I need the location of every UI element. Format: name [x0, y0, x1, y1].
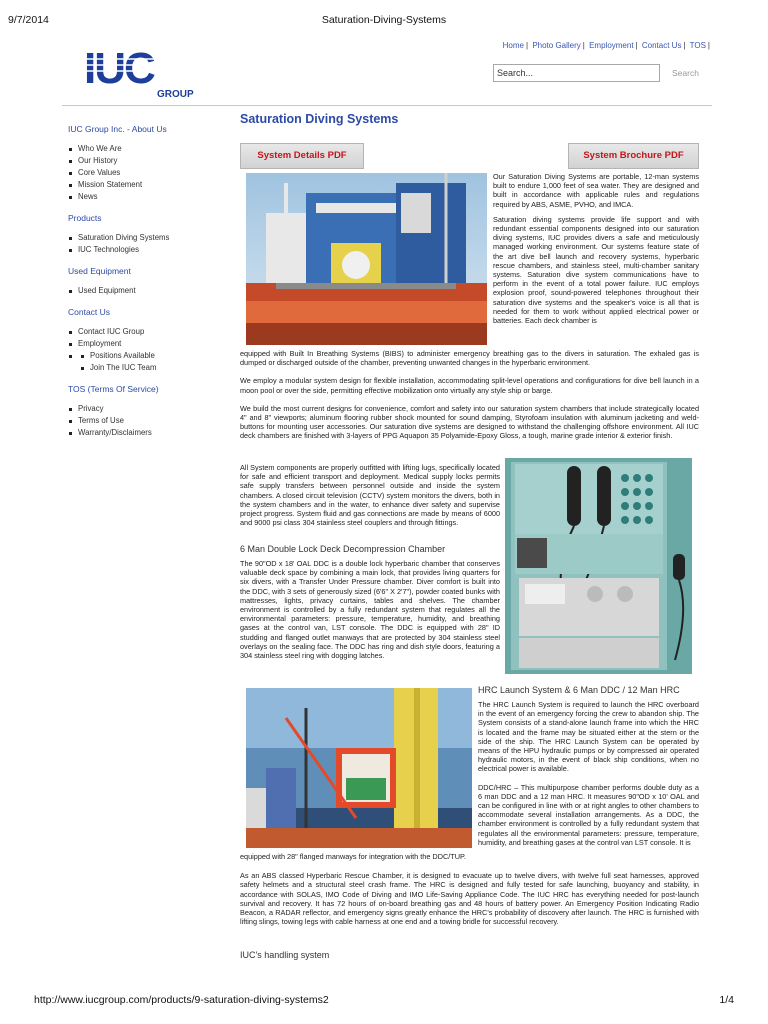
full-width-text-1	[240, 349, 699, 447]
page-number: 1/4	[719, 994, 734, 1006]
intro-paragraph-2-continued: equipped with Built In Breathing Systems (BIBS) to administer emergency breathing gas to the divers in saturation. The exhaled gas is dumped or discharged outside of the chamber, preventing unwanted changes in the hyperbaric environment.	[240, 349, 699, 368]
sidebar-item-privacy[interactable]: Privacy	[68, 403, 228, 415]
sidebar-item-used-equipment[interactable]: Used Equipment	[68, 285, 228, 297]
logo-graphic	[82, 43, 194, 100]
nav-photo-gallery[interactable]: Photo Gallery	[532, 41, 581, 50]
sidebar	[68, 124, 228, 449]
system-details-pdf-button[interactable]: System Details PDF	[240, 143, 364, 169]
nav-tos[interactable]: TOS	[689, 41, 706, 50]
intro-paragraph-2: Saturation diving systems provide life support and with redundant essential components designed into our saturation diving systems, IUC provides divers a safe and meticulously managed working environment. Our systems feature state of the art dive bell launch and recovery systems, hyperbaric rescue chambers, and stainless steel, multi-chamber sanitary systems. Saturation dive system communications have to perform in the event of a total power failure. IUC employs explosion proof, sound-powered telephones throughout their saturation dive systems and the speaker's voice is all that is needed for them to work without applied electrical power or batteries. Each deck chamber is	[493, 214, 699, 326]
full-width-text-2	[240, 852, 699, 932]
hrc-heading: HRC Launch System & 6 Man DDC / 12 Man HRC	[478, 685, 680, 695]
print-header	[0, 14, 768, 28]
ddc-heading: 6 Man Double Lock Deck Decompression Chamber	[240, 544, 446, 554]
sidebar-item-our-history[interactable]: Our History	[68, 155, 228, 167]
intro-paragraph-1: Our Saturation Diving Systems are portable, 12-man systems built to endure 1,000 feet of sea water. They are designed and built in accordance with applicable rules and regulations required by ABS, ASME, PVHO, and IMCA.	[493, 172, 699, 209]
system-brochure-pdf-button[interactable]: System Brochure PDF	[568, 143, 699, 169]
sidebar-item-saturation-diving-systems[interactable]: Saturation Diving Systems	[68, 232, 228, 244]
sidebar-item-employment[interactable]: Employment	[68, 338, 228, 350]
ddc-paragraph: The 90"OD x 18' OAL DDC is a double lock hyperbaric chamber that conserves valuable deck space by combining a main lock, that provides living quarters for six divers, with a Transfer Under Pressure chamber. Diver comfort is built into the DDC, with 3 sets of generously sized (6'6" X 2'7"), powder coated bunks with mattresses, lights, privacy curtains, tables and shelves. The chamber environment is controlled by a fully redundant system that regulates all the environmental parameters: pressure, temperature, humidity, and breathing gases at the control van, LST console. The DDC is equipped with 28" ID studding and flanged outlet manways that are protected by 304 stainless steel overlays on the sealing face. The DDC has ring and dish style doors, featuring a 304 stainless steel ring with dogging latches.	[240, 559, 500, 661]
handling-system-heading: IUC's handling system	[240, 950, 330, 960]
hrc-paragraph-2-continued: equipped with 28" flanged manways for integration with the DDC/TUP.	[240, 852, 466, 861]
sidebar-heading-products[interactable]: Products	[68, 213, 102, 223]
logo-tagline: GROUP	[157, 89, 194, 100]
vessel-dive-system-photo	[246, 173, 487, 345]
nav-contact-us[interactable]: Contact Us	[641, 41, 682, 50]
sidebar-item-contact-iuc-group[interactable]: Contact IUC Group	[68, 326, 228, 338]
nav-home[interactable]: Home	[502, 41, 524, 50]
sidebar-item-who-we-are[interactable]: Who We Are	[68, 143, 228, 155]
sidebar-item-core-values[interactable]: Core Values	[68, 167, 228, 179]
header-divider	[62, 105, 712, 106]
sidebar-heading-tos[interactable]: TOS (Terms Of Service)	[68, 384, 159, 394]
page-title: Saturation Diving Systems	[240, 112, 399, 126]
search-button[interactable]: Search	[672, 68, 699, 78]
intro-column-text	[493, 172, 699, 331]
sidebar-item-join-the-team[interactable]: Join The IUC Team	[80, 362, 228, 374]
control-console-photo	[505, 458, 692, 674]
sidebar-heading-used-equipment[interactable]: Used Equipment	[68, 266, 131, 276]
hrc-launch-system-photo	[246, 688, 472, 848]
print-title: Saturation-Diving-Systems	[321, 14, 447, 26]
sidebar-subgroup	[68, 350, 228, 374]
sidebar-item-positions-available[interactable]: Positions Available	[80, 350, 228, 362]
components-paragraph: All System components are properly outfitted with lifting lugs, specifically located for safe and efficient transport and deployment. Medical supply locks permits safe supply transfers between personnel outside and inside the system chambers. A closed circuit television (CCTV) system monitors the divers, both in the system chambers and in the water, to enhance diver safety and supervise project progress. System fluid and gas connections are made by means of 6000 and 9000 psi class 304 stainless steel couplers and through fittings.	[240, 463, 500, 528]
hrc-paragraph-2: DDC/HRC – This multipurpose chamber performs double duty as a 6 man DDC and a 12 man HRC. It measures 90"OD x 10' OAL and can be configured in line with or at right angles to other chambers to accommodate several installation arrangements. As a DDC, the chamber environment is controlled by a fully redundant system that regulates all the environmental parameters: pressure, temperature, humidity, and breathing gases at the control van LST console. It is	[478, 782, 699, 847]
hrc-column-text	[478, 700, 699, 853]
sidebar-item-news[interactable]: News	[68, 191, 228, 203]
iuc-group-logo[interactable]	[82, 43, 194, 100]
sidebar-item-iuc-technologies[interactable]: IUC Technologies	[68, 244, 228, 256]
sidebar-heading-contact[interactable]: Contact Us	[68, 307, 111, 317]
sidebar-item-mission-statement[interactable]: Mission Statement	[68, 179, 228, 191]
sidebar-item-terms-of-use[interactable]: Terms of Use	[68, 415, 228, 427]
abs-hrc-paragraph: As an ABS classed Hyperbaric Rescue Chamber, it is designed to evacuate up to twelve divers, with twelve full seat harnesses, approved safety helmets and a structural steel crash frame. The HRC is designed and fully tested for safe launching, buoyancy and stability, in accordance with SOLAS, IMO Code of Diving and IMO Life-Saving Appliance Code. The IUC HRC has everything needed for post-launch survival and recovery. It has 72 hours of on-board breathing gas and 48 hours of battery power. An Emergency Position Indicating Radio Beacon, a RADAR reflector, and emergency signs greatly enhance the HRC's probability of discovery after launch. The HRC is furnished with lifting slings, towing legs with cable harness at one end and a towing bridle for successful recovery.	[240, 871, 699, 927]
print-date: 9/7/2014	[8, 14, 49, 26]
sidebar-heading-about[interactable]: IUC Group Inc. - About Us	[68, 124, 167, 134]
nav-employment[interactable]: Employment	[589, 41, 634, 50]
page-url: http://www.iucgroup.com/products/9-saturation-diving-systems2	[34, 994, 329, 1006]
modular-design-paragraph: We employ a modular system design for flexible installation, accommodating split-level operations and configurations for dive bell launch in a moon pool or over the side, permitting effective mobilization onto virtually any style ship or barge.	[240, 376, 699, 395]
top-nav: Home | Photo Gallery | Employment | Contact Us | TOS |	[502, 41, 710, 50]
sidebar-item-warranty[interactable]: Warranty/Disclaimers	[68, 427, 228, 439]
search-input[interactable]	[493, 64, 660, 82]
logo-letters: IUC	[84, 44, 154, 93]
viewports-paragraph: We build the most current designs for convenience, comfort and safety into our saturation system chambers that include strategically located 4" and 8" viewports; aluminum flooring rubber shock mounted for sound damping, Styrofoam insulation with aluminum jacketing and weld-buttons for mounting user accessories. Our saturation dive systems are designed to withstand the challenging offshore environment. All IUC deck chambers are finished with 3-layers of PPG Aquapon 35 Polyamide-Epoxy Gloss, a tough, marine grade interior & exterior finish.	[240, 403, 699, 441]
hrc-paragraph-1: The HRC Launch System is required to launch the HRC overboard in the event of an emergency forcing the crew to abandon ship. The System consists of a stand-alone launch frame into which the HRC is located and the frame may be situated either at the stern or the side of the ship. The HRC Launch System can be operated by means of the HPU hydraulic pumps or by compressed air operated hydraulic motors, in the event of black ship conditions, when no electrical power is available.	[478, 700, 699, 774]
